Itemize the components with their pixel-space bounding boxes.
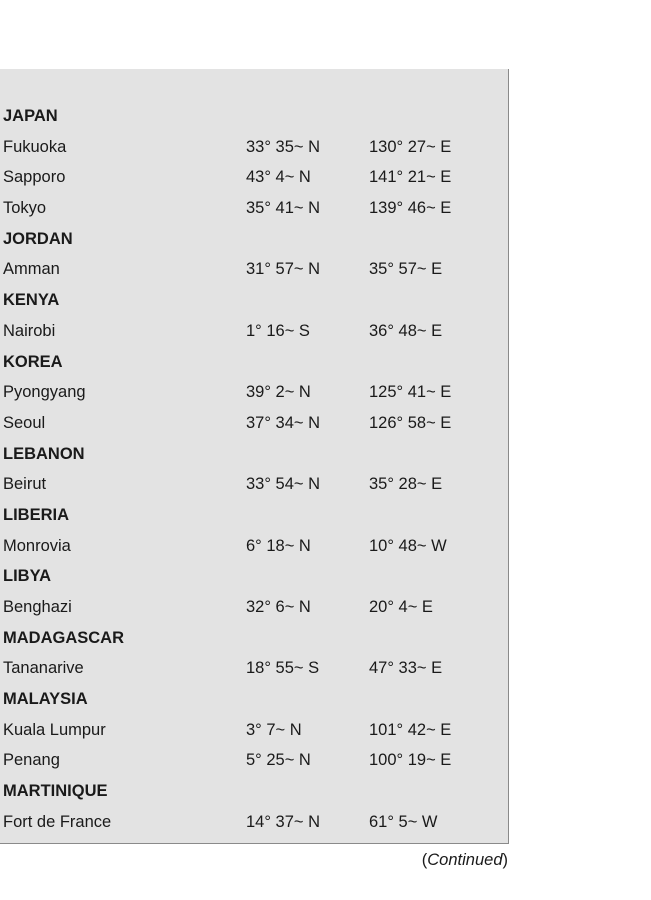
country-name: KENYA xyxy=(3,291,60,310)
latitude-cell: 5° 25~ N xyxy=(246,751,311,770)
city-row xyxy=(0,469,508,500)
city-name: Tokyo xyxy=(3,199,47,218)
city-name: Seoul xyxy=(3,413,46,432)
continued-paren-open: ( xyxy=(421,851,428,869)
city-row xyxy=(0,592,508,623)
country-heading-row xyxy=(0,500,508,531)
city-name: Benghazi xyxy=(3,598,72,616)
country-heading-row xyxy=(0,347,508,378)
city-name: Tananarive xyxy=(3,659,84,678)
latitude-cell: 18° 55~ S xyxy=(246,659,320,678)
country-heading-row xyxy=(0,684,508,715)
city-name: Beirut xyxy=(3,475,47,494)
longitude-cell: 141° 21~ E xyxy=(369,168,452,187)
city-row xyxy=(0,193,508,224)
city-name: Penang xyxy=(3,751,60,770)
country-name: JORDAN xyxy=(3,229,73,248)
city-row xyxy=(0,162,508,193)
continued-note xyxy=(422,850,508,870)
country-heading-row xyxy=(0,285,508,316)
country-heading-row xyxy=(0,101,508,132)
latitude-cell: 39° 2~ N xyxy=(246,383,311,402)
country-name: MALAYSIA xyxy=(3,690,88,709)
continued-label: Continued xyxy=(427,851,503,869)
latitude-cell: 6° 18~ N xyxy=(246,536,311,555)
city-name: Amman xyxy=(3,260,60,279)
country-name: JAPAN xyxy=(3,107,58,125)
country-name: KOREA xyxy=(3,352,63,371)
city-row xyxy=(0,745,508,776)
city-row xyxy=(0,715,508,746)
longitude-cell: 35° 57~ E xyxy=(369,260,443,279)
country-heading-row xyxy=(0,439,508,470)
table-rows xyxy=(0,101,508,838)
country-heading-row xyxy=(0,224,508,255)
latitude-cell: 3° 7~ N xyxy=(246,720,302,739)
latitude-cell: 33° 35~ N xyxy=(246,137,321,156)
city-row xyxy=(0,807,508,838)
country-heading-row xyxy=(0,776,508,807)
latitude-cell: 31° 57~ N xyxy=(246,260,321,279)
city-name: Sapporo xyxy=(3,168,66,187)
longitude-cell: 100° 19~ E xyxy=(369,751,452,770)
longitude-cell: 20° 4~ E xyxy=(369,598,433,616)
latitude-cell: 43° 4~ N xyxy=(246,168,311,187)
longitude-cell: 10° 48~ W xyxy=(369,536,447,555)
country-name: MARTINIQUE xyxy=(3,782,108,801)
longitude-cell: 125° 41~ E xyxy=(369,383,452,402)
latitude-cell: 32° 6~ N xyxy=(246,598,311,616)
city-row xyxy=(0,254,508,285)
city-name: Fukuoka xyxy=(3,137,67,156)
longitude-cell: 36° 48~ E xyxy=(369,321,443,340)
longitude-cell: 139° 46~ E xyxy=(369,199,452,218)
country-name: LEBANON xyxy=(3,444,85,463)
country-name: MADAGASCAR xyxy=(3,628,124,647)
city-row xyxy=(0,653,508,684)
city-name: Nairobi xyxy=(3,321,56,340)
city-row xyxy=(0,408,508,439)
longitude-cell: 35° 28~ E xyxy=(369,475,443,494)
country-name: LIBYA xyxy=(3,567,51,586)
latitude-cell: 1° 16~ S xyxy=(246,321,310,340)
city-name: Monrovia xyxy=(3,536,71,555)
country-heading-row xyxy=(0,623,508,654)
longitude-cell: 47° 33~ E xyxy=(369,659,443,678)
city-name: Kuala Lumpur xyxy=(3,720,106,739)
city-row xyxy=(0,377,508,408)
country-heading-row xyxy=(0,561,508,592)
longitude-cell: 101° 42~ E xyxy=(369,720,452,739)
latitude-cell: 37° 34~ N xyxy=(246,413,321,432)
city-row xyxy=(0,132,508,163)
latitude-cell: 35° 41~ N xyxy=(246,199,321,218)
longitude-cell: 130° 27~ E xyxy=(369,137,452,156)
continued-paren-close: ) xyxy=(502,851,508,869)
city-name: Pyongyang xyxy=(3,383,86,402)
city-row xyxy=(0,531,508,562)
longitude-cell: 61° 5~ W xyxy=(369,812,438,831)
city-name: Fort de France xyxy=(3,812,112,831)
latitude-cell: 33° 54~ N xyxy=(246,475,321,494)
city-row xyxy=(0,316,508,347)
coordinates-table xyxy=(0,69,509,844)
latitude-cell: 14° 37~ N xyxy=(246,812,321,831)
longitude-cell: 126° 58~ E xyxy=(369,413,452,432)
country-name: LIBERIA xyxy=(3,505,69,524)
